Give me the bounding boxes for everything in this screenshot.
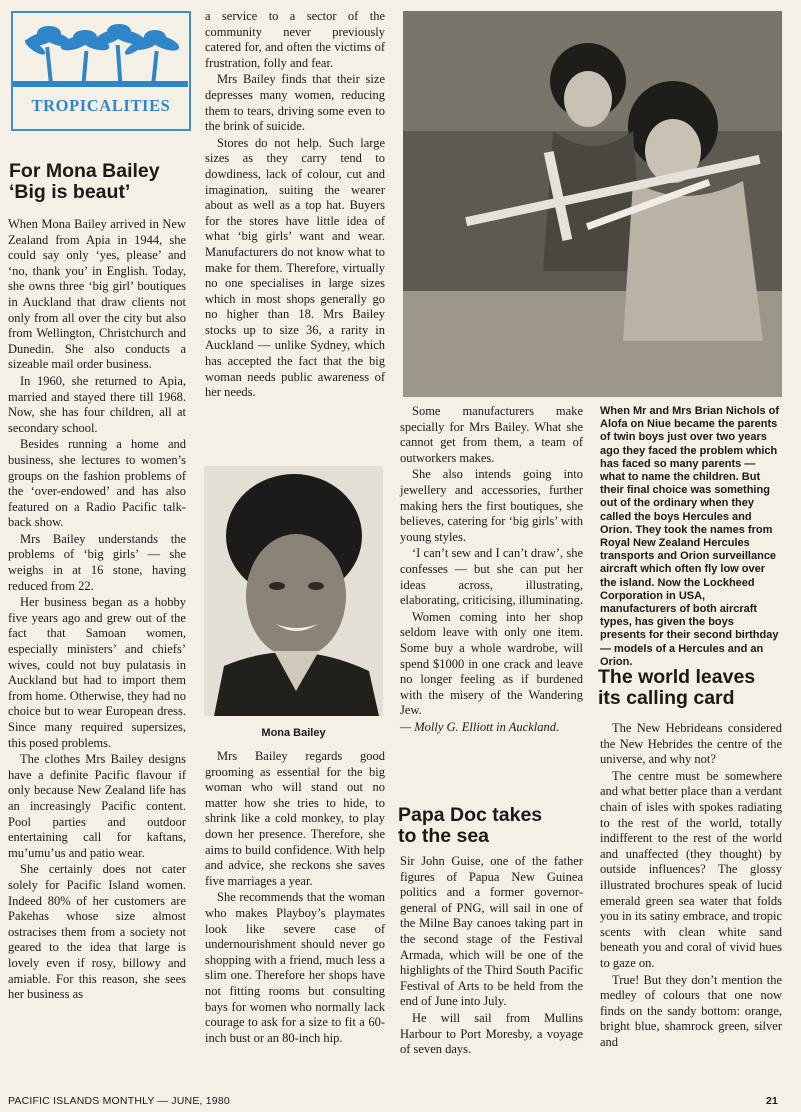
headline-line: to the sea <box>398 825 490 847</box>
article1-column-2-top <box>205 9 385 402</box>
portrait-caption-wrap <box>204 723 383 741</box>
photo-caption: When Mr and Mrs Brian Nichols of Alofa on Niue became the parents of twin boys just over two years ago they faced the problem which has faced so many parents — what to name the children. But their final choice was something out of the ordinary when they called the boys Hercules and Orion. They took the names from Royal New Zealand Hercules transports and Orion surveillance aircraft which often fly low over the island. Now the Lockheed Corporation in USA, manufacturers of both aircraft types, has given the boys presents for their second birthday — models of a Hercules and an Orion. <box>600 405 780 668</box>
photo-illustration <box>403 11 782 397</box>
article1-column-3 <box>400 404 583 736</box>
paragraph: a service to a sector of the community never previously catered for, and often the victims of frustration, folly and fear. <box>205 9 385 70</box>
twin-boys-photo <box>403 11 782 397</box>
article2-body <box>400 854 583 1059</box>
footer-publication: PACIFIC ISLANDS MONTHLY — JUNE, 1980 <box>8 1095 230 1107</box>
paragraph: ‘I can’t sew and I can’t draw’, she confesses — but she can put her ideas across, illustrating, elaborating, criticising, illuminating. <box>400 546 583 608</box>
paragraph: She certainly does not cater solely for Pacific Island women. Indeed 80% of her customers are Pakehas whose size almost ostracises them from a society not geared to the idea that large is lovely even if rosy, billowy and amiable. For this reason, she sees her business as <box>8 862 186 1002</box>
paragraph: The centre must be somewhere and what better place than a verdant chain of isles with spokes radiating to the rest of the world, totally indifferent to the rest of the world and unaffected (they thought) by outside influences? The glossy illustrated brochures speak of lucid emerald green sea water that folds you in its satiny embrace, and tropic scents with clean white sand beneath you and coral of vivid hues to gaze on. <box>600 768 782 970</box>
photo-caption-block <box>600 405 782 669</box>
headline-line: ‘Big is beaut’ <box>9 181 131 203</box>
paragraph: When Mona Bailey arrived in New Zealand from Apia in 1944, she could say only ‘yes, please’ and ‘no, thank you’ in English. Today, she owns three ‘big girl’ boutiques in Auckland that draw clients not only from all over the city but also from Wellington, Christchurch and Dunedin. She also conducts a sizeable mail order business. <box>8 217 186 372</box>
paragraph: Stores do not help. Such large sizes as they carry tend to dowdiness, lack of colour, cut and imagination, suiting the wearer about as well as a top hat. Buyers for the stores have little idea of what ‘big girls’ want and wear. Manufacturers do not know what to make for them. Therefore, virtually no one specialises in large sizes which in most shops generally go no higher than 18. Mrs Bailey stocks up to size 36, a rarity in Auckland — unlike Sydney, which has accepted the fact that the big woman needs public awareness of her needs. <box>205 135 385 400</box>
article3-headline <box>598 667 783 709</box>
paragraph: Besides running a home and business, she lectures to women’s groups on the fashion problems of the ‘over-endowed’ and has also featured on a Radio Pacific talk-back show. <box>8 437 186 530</box>
paragraph: In 1960, she returned to Apia, married and stayed there till 1968. Now, she has four children, all at secondary school. <box>8 373 186 435</box>
paragraph: Mrs Bailey finds that their size depresses many women, reducing them to tears, driving some even to the brink of suicide. <box>205 72 385 134</box>
portrait-caption: Mona Bailey <box>261 727 326 739</box>
mona-bailey-portrait <box>204 466 383 716</box>
article1-headline <box>9 161 194 203</box>
paragraph: She also intends going into jewellery and accessories, further making hers the first boutiques, she believes, catering for ‘big girls’ with young styles. <box>400 467 583 544</box>
paragraph: The New Hebrideans considered the New Hebrides the centre of the universe, and why not? <box>600 721 782 767</box>
paragraph: She recommends that the woman who makes Playboy’s playmates look like severe case of undernourishment should never go shopping with a friend, much less a slim one. Therefore her shops have not fitting rooms but consulting bays for women who normally lack courage to ask for a size to fit a 60-inch bust or an 80-inch hip. <box>205 890 385 1045</box>
paragraph: The clothes Mrs Bailey designs have a definite Pacific flavour if only because New Zealand life has an increasingly Pacific content. Pool parties and outdoor entertaining call for kaftans, mu’umu’us and patio wear. <box>8 752 186 860</box>
headline-line: its calling card <box>598 687 735 709</box>
palm-trees-icon <box>13 17 188 97</box>
article2-headline <box>398 805 583 847</box>
portrait-illustration <box>204 466 383 716</box>
article3-body <box>600 721 782 1051</box>
byline: — Molly G. Elliott in Auckland. <box>400 719 560 734</box>
article1-column-2-bottom <box>205 749 385 1047</box>
paragraph: Some manufacturers make specially for Mrs Bailey. What she cannot get from them, a team of outworkers makes. <box>400 404 583 465</box>
headline-line: For Mona Bailey <box>9 160 160 182</box>
paragraph: Mrs Bailey regards good grooming as essential for the big woman who will stand out no matter how she tries to hide, to shrink like a cold monkey, to play down her presence. Therefore, she aims to build confidence. With help and advice, she reckons she saves five marriages a year. <box>205 749 385 888</box>
tropicalities-logo <box>11 11 191 131</box>
article1-column-1 <box>8 217 186 1004</box>
tropicalities-wordmark: TROPICALITIES <box>31 96 171 115</box>
paragraph: Mrs Bailey understands the problems of ‘big girls’ — she weighs in at 16 stone, having reduced from 22. <box>8 531 186 593</box>
headline-line: The world leaves <box>598 666 756 688</box>
headline-line: Papa Doc takes <box>398 804 543 826</box>
paragraph: Her business began as a hobby five years ago and grew out of the fact that Samoan women, especially ministers’ and chiefs’ wives, could not buy pulatasis in Auckland but had to import them from home. Otherwise, they had no choice but to wear European dress. Since many required supersizes, this posed problems. <box>8 595 186 750</box>
paragraph: True! But they don’t mention the medley of colours that one now finds on the sandy bottom: orange, bright blue, shamrock green, silver and <box>600 972 782 1049</box>
page-number: 21 <box>766 1095 779 1107</box>
paragraph: Sir John Guise, one of the father figures of Papua New Guinea politics and a former governor-general of PNG, will sail in one of the Milne Bay canoes taking part in the second stage of the Festival Armada, which will be one of the highlights of the Third South Pacific Festival of Arts to be held from the end of June into July. <box>400 854 583 1009</box>
paragraph: Women coming into her shop seldom leave with only one item. Some buy a whole wardrobe, will spend $1000 in one crack and leave no longer feeling as if burdened with the misery of the Wandering Jew. <box>400 609 583 718</box>
paragraph: He will sail from Mullins Harbour to Port Moresby, a voyage of seven days. <box>400 1010 583 1057</box>
